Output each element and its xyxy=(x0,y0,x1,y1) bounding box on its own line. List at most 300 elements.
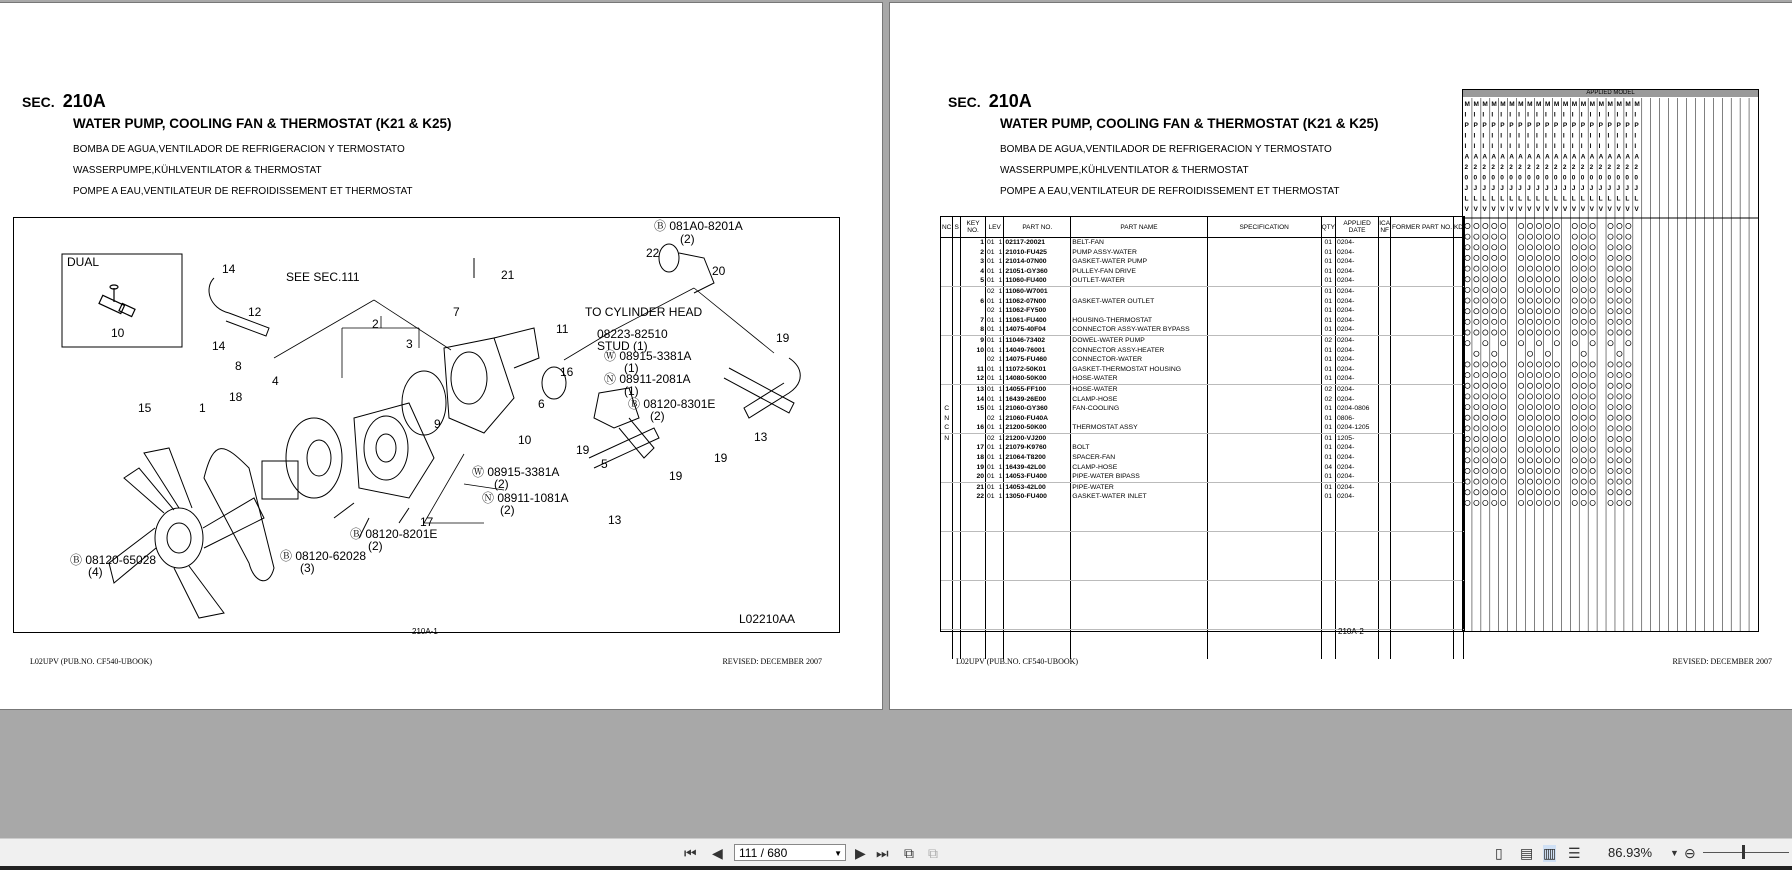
model-header-char: L xyxy=(1536,195,1540,203)
model-header-char: V xyxy=(1562,206,1568,213)
subtitle-french-right: POMPE A EAU,VENTILATEUR DE REFROIDISSEMENT ET THERMOSTAT xyxy=(1000,186,1340,197)
page-indicator-input[interactable] xyxy=(734,844,846,861)
applied-model-mark xyxy=(1519,234,1524,239)
cell-nc xyxy=(941,463,953,473)
cell-nc: N xyxy=(941,414,953,424)
cell-empty xyxy=(1004,561,1071,571)
col-lev: LEV xyxy=(986,217,1004,238)
model-header-char: L xyxy=(1491,195,1496,203)
cell-empty xyxy=(1335,590,1378,600)
cell-empty xyxy=(1379,639,1391,649)
applied-model-mark xyxy=(1527,383,1532,388)
cell-empty xyxy=(1004,619,1071,629)
model-header-char: I xyxy=(1509,132,1512,140)
cell-part: 02117-20021 xyxy=(1004,238,1071,248)
model-header-char: J xyxy=(1491,185,1495,192)
cell-empty xyxy=(953,365,961,375)
cell-key: 12 xyxy=(961,374,986,384)
cell-empty xyxy=(961,502,986,512)
model-header-char: 0 xyxy=(1473,174,1478,182)
applied-model-mark xyxy=(1465,415,1470,420)
model-header-char: J xyxy=(1625,185,1630,192)
applied-model-mark xyxy=(1545,373,1550,378)
cell-ica xyxy=(1379,374,1391,384)
applied-model-mark xyxy=(1554,298,1559,303)
model-header-char: 2 xyxy=(1580,164,1585,171)
cell-empty xyxy=(953,639,961,649)
cell-name: HOUSING-THERMOSTAT xyxy=(1071,316,1207,326)
zoom-level[interactable]: 86.93% xyxy=(1608,845,1653,860)
model-header-char: J xyxy=(1607,185,1612,192)
applied-model-grid xyxy=(1462,89,1759,632)
applied-model-mark xyxy=(1545,426,1550,431)
spacer-drawing xyxy=(262,461,298,499)
applied-model-mark xyxy=(1465,245,1470,250)
applied-model-mark xyxy=(1474,245,1479,250)
applied-model-mark xyxy=(1501,404,1506,409)
cell-empty xyxy=(1071,600,1207,610)
applied-model-mark xyxy=(1474,490,1479,495)
applied-model-mark xyxy=(1590,298,1595,303)
applied-model-mark xyxy=(1590,404,1595,409)
applied-model-mark xyxy=(1626,277,1631,282)
table-row xyxy=(941,276,1464,286)
cell-spec xyxy=(1207,443,1321,453)
applied-model-mark xyxy=(1608,234,1613,239)
cell-key xyxy=(961,433,986,443)
model-header-char: I xyxy=(1509,143,1512,150)
applied-model-mark xyxy=(1608,426,1613,431)
table-row xyxy=(941,306,1464,316)
go-back-icon[interactable]: ⧉ xyxy=(904,845,914,861)
model-header-char: I xyxy=(1625,143,1628,150)
cell-empty xyxy=(1379,590,1391,600)
cell-level: 1 xyxy=(998,454,1003,462)
subtitle-german: WASSERPUMPE,KÜHLVENTILATOR & THERMOSTAT xyxy=(73,165,322,176)
cell-qty: 01 xyxy=(1321,297,1335,307)
cell-empty xyxy=(1004,590,1071,600)
applied-model-mark xyxy=(1483,373,1488,378)
applied-model-mark xyxy=(1465,394,1470,399)
applied-model-mark xyxy=(1626,490,1631,495)
col-former: FORMER PART NO. xyxy=(1391,217,1454,238)
table-row xyxy=(941,423,1464,433)
cell-part: 21010-FU425 xyxy=(1004,248,1071,258)
cell-spec xyxy=(1207,316,1321,326)
applied-model-mark xyxy=(1519,383,1524,388)
applied-model-mark xyxy=(1536,415,1541,420)
model-header-char: 2 xyxy=(1571,164,1576,171)
zoom-slider[interactable] xyxy=(1703,852,1789,853)
cell-empty xyxy=(1321,570,1335,580)
applied-model-mark xyxy=(1465,319,1470,324)
model-header-char: J xyxy=(1553,185,1558,192)
applied-model-mark xyxy=(1572,500,1577,505)
applied-model-mark xyxy=(1527,298,1532,303)
cell-empty xyxy=(1071,551,1207,561)
cell-spec xyxy=(1207,365,1321,375)
applied-model-mark xyxy=(1617,404,1622,409)
applied-model-mark xyxy=(1545,479,1550,484)
applied-model-mark xyxy=(1492,234,1497,239)
cell-empty xyxy=(1004,502,1071,512)
cell-qty: 01 xyxy=(1321,346,1335,356)
applied-model-mark xyxy=(1474,436,1479,441)
model-header-char: I xyxy=(1634,143,1637,150)
cell-s xyxy=(986,297,1004,307)
cell-empty xyxy=(1004,610,1071,620)
model-header-char: I xyxy=(1607,111,1610,119)
callout-22: 22 xyxy=(646,246,660,260)
applied-model-mark xyxy=(1572,458,1577,463)
applied-model-mark xyxy=(1572,309,1577,314)
model-header-char: 2 xyxy=(1464,164,1469,171)
applied-model-mark xyxy=(1554,319,1559,324)
applied-model-mark xyxy=(1492,362,1497,367)
cell-s-code: 01 xyxy=(987,316,995,324)
model-header-char: I xyxy=(1589,143,1592,150)
cell-s xyxy=(986,365,1004,375)
drawing-code: L02210AA xyxy=(739,612,796,626)
model-header-char: J xyxy=(1616,185,1621,192)
applied-model-mark xyxy=(1492,383,1497,388)
cell-empty xyxy=(1207,639,1321,649)
applied-model-mark xyxy=(1474,404,1479,409)
cell-empty xyxy=(1321,561,1335,571)
cell-s-code: 01 xyxy=(987,239,995,246)
last-page-icon[interactable]: ⏭ xyxy=(876,845,889,861)
cell-empty xyxy=(1335,502,1378,512)
model-header-char: M xyxy=(1500,101,1506,108)
model-header-char: 2 xyxy=(1616,164,1621,171)
zoom-out-icon[interactable]: ⊖ xyxy=(1684,845,1696,861)
go-forward-icon[interactable]: ⧉ xyxy=(928,845,938,861)
cell-level: 1 xyxy=(998,365,1003,373)
cell-former xyxy=(1391,404,1454,414)
model-header-char: 0 xyxy=(1616,174,1621,182)
applied-model-mark xyxy=(1608,266,1613,271)
model-header-char: M xyxy=(1571,101,1578,108)
applied-model-mark xyxy=(1608,373,1613,378)
applied-model-mark xyxy=(1608,383,1613,388)
cell-empty xyxy=(1207,512,1321,522)
cell-empty xyxy=(953,453,961,463)
applied-model-mark xyxy=(1492,245,1497,250)
applied-model-mark xyxy=(1581,373,1586,378)
cell-s-code: 01 xyxy=(987,424,995,432)
cell-former xyxy=(1391,257,1454,267)
model-header-char: V xyxy=(1491,206,1496,213)
applied-model-mark xyxy=(1536,394,1541,399)
applied-model-mark xyxy=(1590,330,1595,335)
cell-empty xyxy=(953,541,961,551)
chevron-down-icon[interactable]: ▼ xyxy=(834,849,842,858)
applied-model-mark xyxy=(1572,479,1577,484)
cell-date: 0204- xyxy=(1335,374,1378,384)
applied-model-mark xyxy=(1617,458,1622,463)
applied-model-mark xyxy=(1608,223,1613,228)
applied-model-mark xyxy=(1483,490,1488,495)
subtitle-spanish: BOMBA DE AGUA,VENTILADOR DE REFRIGERACION Y TERMOSTATO xyxy=(73,144,405,155)
applied-model-mark xyxy=(1572,319,1577,324)
applied-model-mark xyxy=(1527,266,1532,271)
applied-model-mark xyxy=(1590,234,1595,239)
model-header-char: 0 xyxy=(1634,174,1638,182)
two-page-icon[interactable]: ▥ xyxy=(1543,845,1557,861)
callout-w2: Ⓦ 08915-3381A xyxy=(472,465,560,479)
model-header-char: I xyxy=(1553,132,1556,140)
cell-part: 14053-42L00 xyxy=(1004,482,1071,492)
cell-empty xyxy=(961,590,986,600)
model-header-char: L xyxy=(1544,195,1549,203)
table-row xyxy=(941,541,1464,551)
exploded-parts-diagram xyxy=(13,217,840,633)
applied-model-mark xyxy=(1483,404,1488,409)
cell-spec xyxy=(1207,238,1321,248)
applied-model-mark xyxy=(1474,362,1479,367)
cell-s xyxy=(986,404,1004,414)
applied-model-mark xyxy=(1501,319,1506,324)
applied-model-mark xyxy=(1501,341,1506,346)
cell-nc xyxy=(941,297,953,307)
cell-empty xyxy=(1335,551,1378,561)
applied-model-mark xyxy=(1501,330,1506,335)
cell-former xyxy=(1391,384,1454,394)
model-header-char: 2 xyxy=(1473,164,1478,171)
applied-model-mark xyxy=(1483,330,1488,335)
applied-model-mark xyxy=(1554,245,1559,250)
model-header-char: M xyxy=(1625,101,1631,108)
cell-level: 1 xyxy=(998,297,1003,305)
cell-date: 0204- xyxy=(1335,463,1378,473)
applied-model-mark xyxy=(1492,277,1497,282)
model-header-char: I xyxy=(1527,111,1529,119)
callout-4: 4 xyxy=(272,374,279,388)
applied-model-mark xyxy=(1608,330,1613,335)
cell-spec xyxy=(1207,257,1321,267)
cell-date: 0204- xyxy=(1335,355,1378,365)
model-header-char: P xyxy=(1544,122,1550,129)
model-header-char: J xyxy=(1464,185,1469,192)
zoom-dropdown-chevron-icon[interactable]: ▼ xyxy=(1670,848,1679,858)
model-header-char: P xyxy=(1527,122,1532,129)
applied-model-mark xyxy=(1626,479,1631,484)
applied-model-mark xyxy=(1608,277,1613,282)
callout-14b: 14 xyxy=(212,339,226,353)
single-page-icon[interactable]: ▯ xyxy=(1495,845,1503,861)
model-header-char: A xyxy=(1598,153,1604,161)
applied-model-mark xyxy=(1465,490,1470,495)
cell-date: 0204- xyxy=(1335,325,1378,335)
model-header-char: A xyxy=(1634,153,1640,161)
first-page-icon[interactable]: ⏮ xyxy=(684,845,697,861)
next-page-icon[interactable]: ▶ xyxy=(855,845,866,861)
model-header-char: 0 xyxy=(1518,174,1522,182)
cell-key: 17 xyxy=(961,443,986,453)
cell-empty xyxy=(941,512,953,522)
cell-key: 19 xyxy=(961,463,986,473)
cell-s xyxy=(986,463,1004,473)
model-header-char: I xyxy=(1571,143,1574,150)
cell-qty: 01 xyxy=(1321,472,1335,482)
subtitle-french: POMPE A EAU,VENTILATEUR DE REFROIDISSEMENT ET THERMOSTAT xyxy=(73,186,413,197)
table-row xyxy=(941,629,1464,639)
applied-model-mark xyxy=(1465,362,1470,367)
cell-empty xyxy=(1004,600,1071,610)
applied-model-mark xyxy=(1608,309,1613,314)
model-header-char: P xyxy=(1464,122,1469,129)
applied-model-mark xyxy=(1554,490,1559,495)
applied-model-mark xyxy=(1519,266,1524,271)
belt-drawing xyxy=(204,449,274,581)
cell-empty xyxy=(953,521,961,531)
cell-s-code: 02 xyxy=(987,434,995,442)
prev-page-icon[interactable]: ◀ xyxy=(712,845,723,861)
cell-empty xyxy=(941,580,953,590)
cell-nc xyxy=(941,238,953,248)
applied-model-mark xyxy=(1527,468,1532,473)
cell-key xyxy=(961,286,986,296)
continuous-icon[interactable]: ▤ xyxy=(1520,845,1534,861)
model-header-char: A xyxy=(1607,153,1613,161)
applied-model-mark xyxy=(1572,245,1577,250)
applied-model-mark xyxy=(1527,394,1532,399)
cell-date: 0204- xyxy=(1335,297,1378,307)
model-header-char: M xyxy=(1536,101,1542,108)
model-header-char: P xyxy=(1562,122,1568,129)
applied-model-mark xyxy=(1581,447,1586,452)
cell-qty: 01 xyxy=(1321,404,1335,414)
cell-level: 1 xyxy=(998,287,1003,295)
applied-model-mark xyxy=(1545,298,1550,303)
applied-model-mark xyxy=(1483,468,1488,473)
cell-key: 11 xyxy=(961,365,986,375)
applied-model-mark xyxy=(1572,373,1577,378)
applied-model-mark xyxy=(1527,351,1532,356)
cell-spec xyxy=(1207,395,1321,405)
cell-qty: 02 xyxy=(1321,395,1335,405)
applied-model-mark xyxy=(1626,255,1631,260)
cell-part: 11062-FY500 xyxy=(1004,306,1071,316)
applied-model-mark xyxy=(1545,436,1550,441)
cell-nc xyxy=(941,453,953,463)
cell-ica xyxy=(1379,257,1391,267)
cell-date: 0806- xyxy=(1335,414,1378,424)
two-page-continuous-icon[interactable]: ☰ xyxy=(1568,845,1581,861)
model-header-char: 0 xyxy=(1571,174,1576,182)
applied-model-mark xyxy=(1492,468,1497,473)
applied-model-mark xyxy=(1501,458,1506,463)
cell-empty xyxy=(1321,610,1335,620)
model-header-char: I xyxy=(1562,111,1565,119)
zoom-slider-thumb[interactable] xyxy=(1742,845,1745,859)
applied-model-mark xyxy=(1581,245,1586,250)
model-header-char: J xyxy=(1589,185,1594,192)
table-row xyxy=(941,325,1464,335)
applied-model-mark xyxy=(1590,277,1595,282)
cell-former xyxy=(1391,355,1454,365)
cell-empty xyxy=(953,433,961,443)
callout-w1: Ⓦ 08915-3381A xyxy=(604,349,692,363)
model-header-char: M xyxy=(1553,101,1560,108)
applied-model-mark xyxy=(1527,436,1532,441)
col-part-no: PART NO. xyxy=(1004,217,1071,238)
applied-model-mark xyxy=(1501,298,1506,303)
applied-model-mark xyxy=(1572,490,1577,495)
applied-model-mark xyxy=(1581,330,1586,335)
cell-ica xyxy=(1379,443,1391,453)
applied-model-mark xyxy=(1465,266,1470,271)
cell-empty xyxy=(1335,649,1378,659)
cell-empty xyxy=(953,423,961,433)
table-row xyxy=(941,502,1464,512)
cell-empty xyxy=(941,639,953,649)
cell-empty xyxy=(1379,541,1391,551)
table-row xyxy=(941,570,1464,580)
cell-empty xyxy=(961,629,986,639)
cell-s-code: 01 xyxy=(987,375,995,383)
cell-former xyxy=(1391,433,1454,443)
model-header-char: J xyxy=(1527,185,1531,192)
model-header-char: L xyxy=(1509,195,1514,203)
cell-nc xyxy=(941,443,953,453)
applied-model-mark xyxy=(1617,266,1622,271)
cell-part: 11046-73402 xyxy=(1004,335,1071,345)
cell-spec xyxy=(1207,423,1321,433)
applied-model-mark xyxy=(1626,223,1631,228)
cell-empty xyxy=(953,355,961,365)
applied-model-mark xyxy=(1483,255,1488,260)
table-row xyxy=(941,443,1464,453)
applied-model-mark xyxy=(1536,500,1541,505)
cell-empty xyxy=(941,610,953,620)
cell-spec xyxy=(1207,335,1321,345)
applied-model-mark xyxy=(1590,255,1595,260)
cell-empty xyxy=(953,238,961,248)
applied-model-mark xyxy=(1527,309,1532,314)
applied-model-mark xyxy=(1626,383,1631,388)
callout-15: 15 xyxy=(138,401,152,415)
applied-model-mark xyxy=(1545,362,1550,367)
cell-empty xyxy=(1335,512,1378,522)
applied-model-mark xyxy=(1465,426,1470,431)
cell-s-code: 02 xyxy=(987,287,995,295)
model-header-char: L xyxy=(1518,195,1523,203)
cell-nc xyxy=(941,306,953,316)
cell-part: 16439-42L00 xyxy=(1004,463,1071,473)
model-header-char: L xyxy=(1500,195,1505,203)
applied-model-mark xyxy=(1617,287,1622,292)
callout-11: 11 xyxy=(556,322,569,336)
cell-nc xyxy=(941,492,953,502)
cell-qty: 01 xyxy=(1321,374,1335,384)
cell-empty xyxy=(1379,600,1391,610)
cell-former xyxy=(1391,297,1454,307)
model-header-char: I xyxy=(1544,143,1547,150)
applied-model-mark xyxy=(1465,404,1470,409)
applied-model-mark xyxy=(1474,479,1479,484)
applied-model-mark xyxy=(1617,245,1622,250)
cell-empty xyxy=(953,610,961,620)
model-header-char: I xyxy=(1598,111,1601,119)
callout-b3: Ⓑ 08120-8201E xyxy=(350,527,438,541)
model-header-char: 0 xyxy=(1598,174,1603,182)
model-header-char: M xyxy=(1562,101,1569,108)
cell-level: 1 xyxy=(998,493,1003,501)
model-header-char: A xyxy=(1580,153,1586,161)
cell-empty xyxy=(1379,619,1391,629)
applied-model-mark xyxy=(1572,415,1577,420)
